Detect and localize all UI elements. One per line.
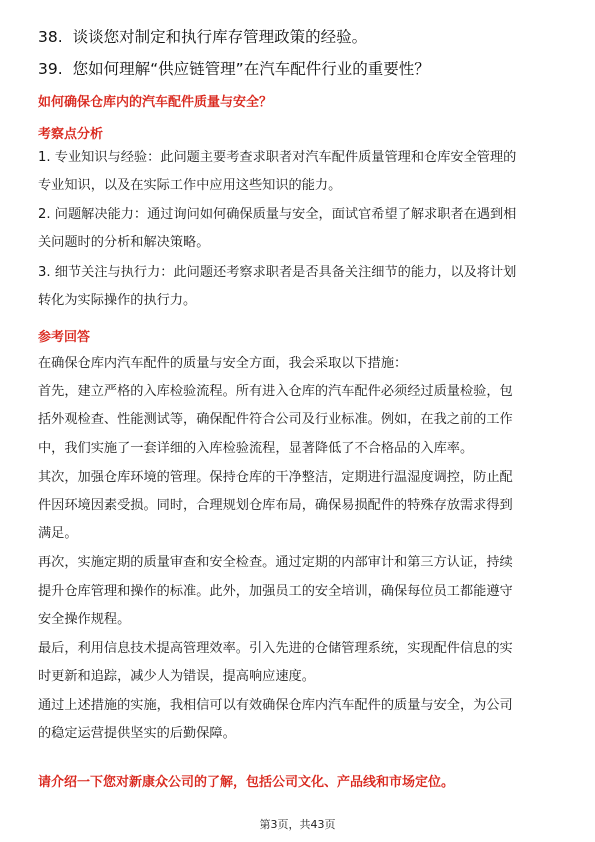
answer-line: 首先，建立严格的入库检验流程。所有进入仓库的汽车配件必须经过质量检验，包 <box>38 384 513 399</box>
question-number: 39. <box>38 60 63 78</box>
answer-line: 其次，加强仓库环境的管理。保持仓库的干净整洁，定期进行温湿度调控，防止配 <box>38 470 513 485</box>
analysis-heading: 考察点分析 <box>38 127 104 142</box>
section-title: 如何确保仓库内的汽车配件质量与安全？ <box>38 95 273 110</box>
question-text: 谈谈您对制定和执行库存管理政策的经验。 <box>72 28 368 46</box>
answer-line: 的稳定运营提供坚实的后勤保障。 <box>38 726 236 741</box>
analysis-line: 关问题时的分析和解决策略。 <box>38 235 210 250</box>
answer-line: 再次，实施定期的质量审查和安全检查。通过定期的内部审计和第三方认证，持续 <box>38 555 513 570</box>
question-39 <box>38 59 430 79</box>
analysis-line: 2. 问题解决能力：通过询问如何确保质量与安全，面试官希望了解求职者在遇到相 <box>38 207 517 222</box>
answer-line: 安全操作规程。 <box>38 612 131 627</box>
question-38 <box>38 27 367 47</box>
answer-line: 提升仓库管理和操作的标准。此外，加强员工的安全培训，确保每位员工都能遵守 <box>38 584 513 599</box>
answer-line: 最后，利用信息技术提高管理效率。引入先进的仓储管理系统，实现配件信息的实 <box>38 641 513 656</box>
analysis-line: 1. 专业知识与经验：此问题主要考查求职者对汽车配件质量管理和仓库安全管理的 <box>38 150 517 165</box>
analysis-line: 3. 细节关注与执行力：此问题还考察求职者是否具备关注细节的能力，以及将计划 <box>38 265 517 280</box>
question-text: 您如何理解“供应链管理”在汽车配件行业的重要性？ <box>72 60 430 78</box>
analysis-line: 转化为实际操作的执行力。 <box>38 293 197 308</box>
answer-line: 件因环境因素受损。同时，合理规划仓库布局，确保易损配件的特殊存放需求得到 <box>38 498 513 513</box>
page-number: 第3页，共43页 <box>259 818 336 831</box>
analysis-line: 专业知识，以及在实际工作中应用这些知识的能力。 <box>38 178 342 193</box>
next-question-title: 请介绍一下您对新康众公司的了解，包括公司文化、产品线和市场定位。 <box>38 775 455 790</box>
answer-line: 括外观检查、性能测试等，确保配件符合公司及行业标准。例如，在我之前的工作 <box>38 412 513 427</box>
answer-line: 在确保仓库内汽车配件的质量与安全方面，我会采取以下措施： <box>38 356 408 371</box>
answer-line: 通过上述措施的实施，我相信可以有效确保仓库内汽车配件的质量与安全，为公司 <box>38 698 513 713</box>
answer-line: 时更新和追踪，减少人为错误，提高响应速度。 <box>38 669 315 684</box>
question-number: 38. <box>38 28 63 46</box>
answer-line: 中，我们实施了一套详细的入库检验流程，显著降低了不合格品的入库率。 <box>38 441 474 456</box>
answer-line: 满足。 <box>38 526 78 541</box>
answer-heading: 参考回答 <box>38 330 91 345</box>
